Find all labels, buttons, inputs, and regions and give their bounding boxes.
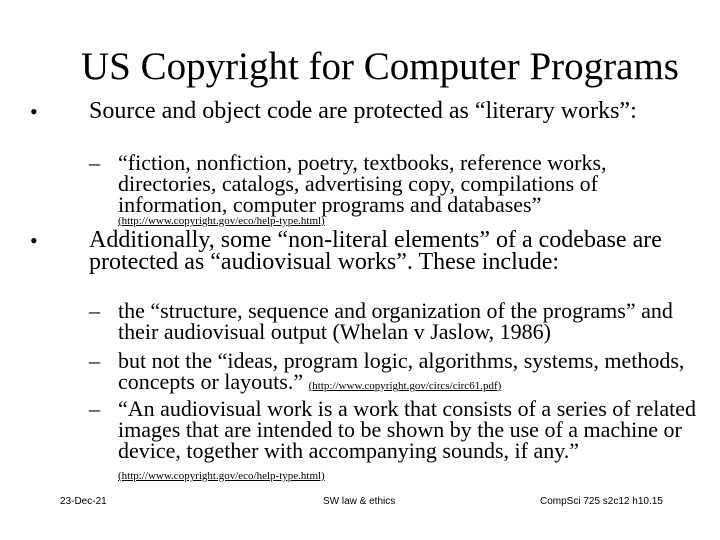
- source-link[interactable]: (http://www.copyright.gov/eco/help-type.html): [118, 470, 325, 482]
- footer-date: 23-Dec-21: [60, 496, 107, 507]
- sub-bullet-marker: –: [89, 348, 100, 373]
- source-link[interactable]: (http://www.copyright.gov/eco/help-type.html): [118, 215, 325, 227]
- sub-bullet-text: the “structure, sequence and organization of the programs” and their audiovisual output (Whelan v Jaslow, 1986): [118, 298, 673, 344]
- sub-bullet-structure-sequence: [89, 300, 694, 342]
- bullet-source-object-code: [30, 100, 690, 122]
- footer-center: SW law & ethics: [323, 496, 396, 507]
- slide-title: US Copyright for Computer Programs: [81, 45, 679, 88]
- sub-bullet-content: [118, 398, 699, 482]
- bullet-marker: •: [30, 228, 38, 253]
- sub-bullet-marker: –: [89, 150, 100, 175]
- sub-bullet-marker: –: [89, 396, 100, 421]
- footer-course: CompSci 725 s2c12 h10.15: [540, 496, 663, 507]
- sub-bullet-audiovisual-definition: [89, 398, 699, 482]
- sub-bullet-marker: –: [89, 298, 100, 323]
- bullet-text: Source and object code are protected as “literary works”:: [89, 98, 637, 124]
- sub-bullet-text: but not the “ideas, program logic, algorithms, systems, methods, concepts or layouts.”: [118, 348, 685, 394]
- bullet-marker: •: [30, 99, 38, 124]
- sub-bullet-content: [118, 350, 699, 392]
- source-link[interactable]: (http://www.copyright.gov/circs/circ61.pdf): [308, 380, 502, 392]
- sub-bullet-text: “fiction, nonfiction, poetry, textbooks, reference works, directories, catalogs, advertising copy, compilations of information, computer programs and databases”: [118, 150, 607, 217]
- sub-bullet-literary-works-definition: [89, 152, 689, 227]
- sub-bullet-not-ideas: [89, 350, 699, 392]
- bullet-non-literal-elements: [30, 229, 690, 273]
- sub-bullet-text: “An audiovisual work is a work that consists of a series of related images that are intended to be shown by the use of a machine or device, together with accompanying sounds, if any.”: [118, 396, 696, 463]
- bullet-text: Additionally, some “non-literal elements” of a codebase are protected as “audiovisual works”. These include:: [89, 227, 662, 275]
